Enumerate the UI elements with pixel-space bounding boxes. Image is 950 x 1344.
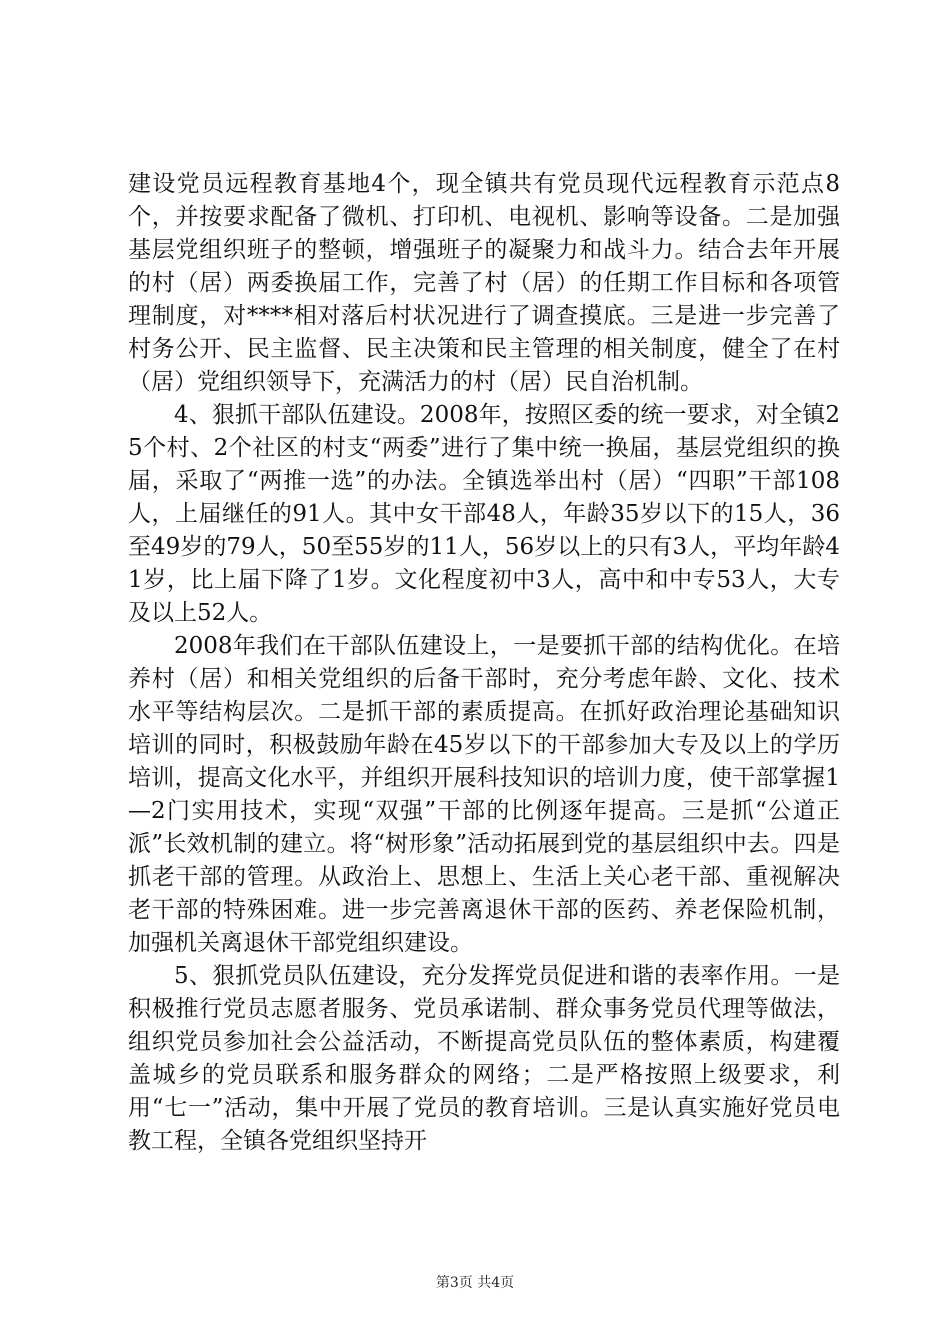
- document-body: [128, 168, 840, 1158]
- page-footer: 第3页 共4页: [435, 1275, 515, 1291]
- paragraph-continued: 建设党员远程教育基地4个，现全镇共有党员现代远程教育示范点8个，并按要求配备了微机、打印机、电视机、影响等设备。二是加强基层党组织班子的整顿，增强班子的凝聚力和战斗力。结合去年开展的村（居）两委换届工作，完善了村（居）的任期工作目标和各项管理制度，对****相对落后村状况进行了调查摸底。三是进一步完善了村务公开、民主监督、民主决策和民主管理的相关制度，健全了在村（居）党组织领导下，充满活力的村（居）民自治机制。: [128, 171, 840, 395]
- paragraph-cadre-2008: 2008年我们在干部队伍建设上，一是要抓干部的结构优化。在培养村（居）和相关党组织的后备干部时，充分考虑年龄、文化、技术水平等结构层次。二是抓干部的素质提高。在抓好政治理论基础知识培训的同时，积极鼓励年龄在45岁以下的干部参加大专及以上的学历培训，提高文化水平，并组织开展科技知识的培训力度，使干部掌握1—2门实用技术，实现“双强”干部的比例逐年提高。三是抓“公道正派”长效机制的建立。将“树形象”活动拓展到党的基层组织中去。四是抓老干部的管理。从政治上、思想上、生活上关心老干部、重视解决老干部的特殊困难。进一步完善离退休干部的医药、养老保险机制，加强机关离退休干部党组织建设。: [128, 633, 840, 956]
- paragraph-party-members: 5、狠抓党员队伍建设，充分发挥党员促进和谐的表率作用。一是积极推行党员志愿者服务、党员承诺制、群众事务党员代理等做法，组织党员参加社会公益活动，不断提高党员队伍的整体素质，构建覆盖城乡的党员联系和服务群众的网络；二是严格按照上级要求，利用“七一”活动，集中开展了党员的教育培训。三是认真实施好党员电教工程，全镇各党组织坚持开: [128, 963, 840, 1154]
- paragraph-cadre-team: 4、狠抓干部队伍建设。2008年，按照区委的统一要求，对全镇25个村、2个社区的村支“两委”进行了集中统一换届，基层党组织的换届，采取了“两推一选”的办法。全镇选举出村（居）“四职”干部108人，上届继任的91人。其中女干部48人，年龄35岁以下的15人，36至49岁的79人，50至55岁的11人，56岁以上的只有3人，平均年龄41岁，比上届下降了1岁。文化程度初中3人，高中和中专53人，大专及以上52人。: [128, 402, 840, 626]
